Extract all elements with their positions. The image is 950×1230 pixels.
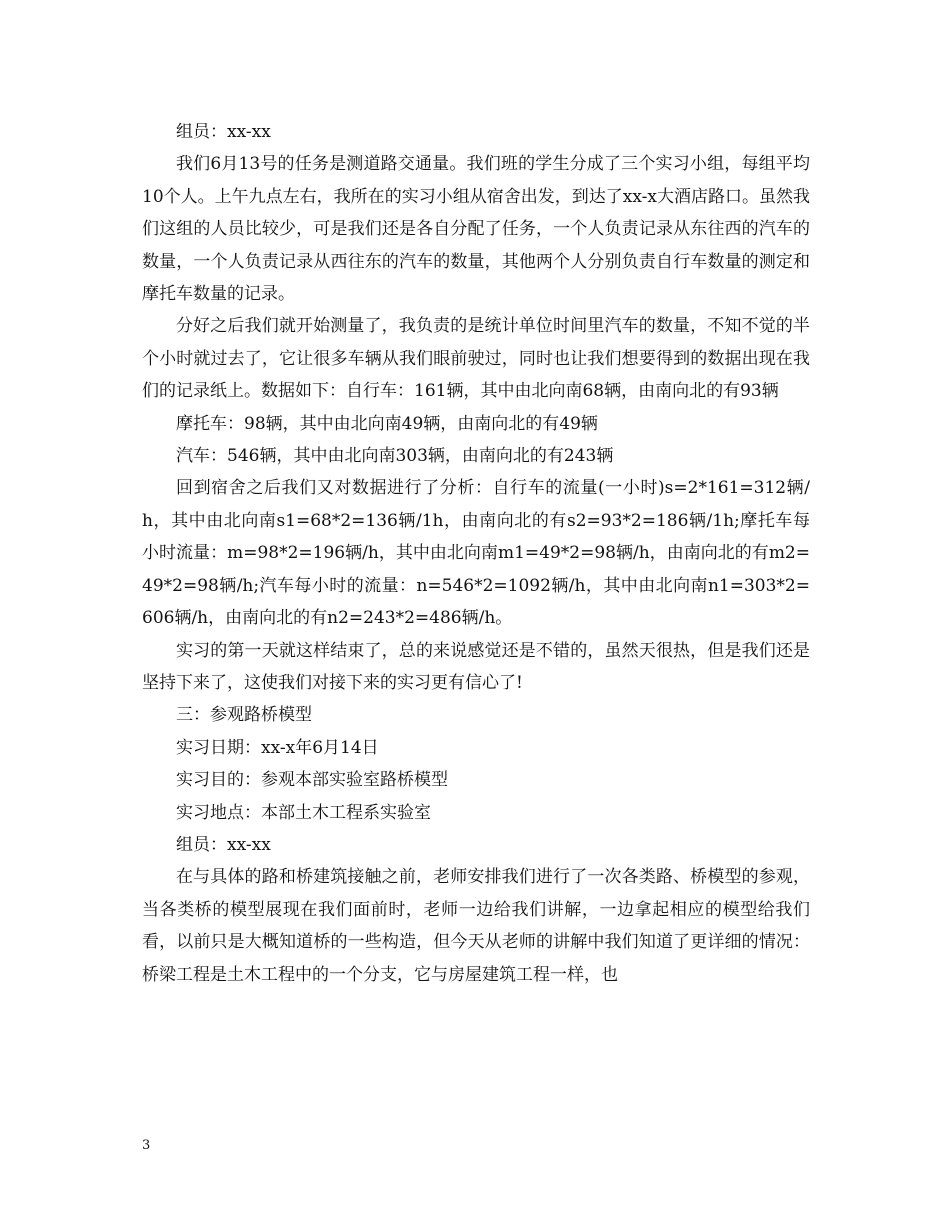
paragraph-analysis: 回到宿舍之后我们又对数据进行了分析：自行车的流量(一小时)s=2*161=312辆/h，其中由北向南s1=68*2=136辆/1h，由南向北的有s2=93*2=186辆/1h;摩托车每小时流量：m=98*2=196辆/h，其中由北向南m1=49*2=98辆/h，由南向北的有m2=49*2=98辆/h;汽车每小时的流量：n=546*2=1092辆/h，其中由北向南n1=303*2=606辆/h，由南向北的有n2=243*2=486辆/h。 (142, 478, 810, 629)
page-number: 3 (142, 1138, 151, 1153)
paragraph-bridge-visit: 在与具体的路和桥建筑接触之前，老师安排我们进行了一次各类路、桥模型的参观，当各类桥的模型展现在我们面前时，老师一边给我们讲解，一边拿起相应的模型给我们看，以前只是大概知道桥的一些构造，但今天从老师的讲解中我们知道了更详细的情况：桥梁工程是土木工程中的一个分支，它与房屋建筑工程一样，也 (142, 867, 810, 985)
paragraph-internship-purpose: 实习目的：参观本部实验室路桥模型 (176, 770, 448, 791)
document-body (142, 116, 810, 991)
paragraph-car-data: 汽车：546辆，其中由北向南303辆，由南向北的有243辆 (176, 446, 614, 467)
paragraph-motorcycle-data: 摩托车：98辆，其中由北向南49辆，由南向北的有49辆 (176, 413, 598, 434)
paragraph-internship-location: 实习地点：本部土木工程系实验室 (176, 802, 431, 823)
paragraph-first-day-summary: 实习的第一天就这样结束了，总的来说感觉还是不错的，虽然天很热，但是我们还是坚持下来了，这使我们对接下来的实习更有信心了! (142, 640, 810, 693)
paragraph-group-member-1: 组员：xx-xx (176, 122, 271, 142)
paragraph-internship-date: 实习日期：xx-x年6月14日 (176, 737, 379, 758)
paragraph-measurement: 分好之后我们就开始测量了，我负责的是统计单位时间里汽车的数量，不知不觉的半个小时就过去了，它让很多车辆从我们眼前驶过，同时也让我们想要得到的数据出现在我们的记录纸上。数据如下：自行车：161辆，其中由北向南68辆，由南向北的有93辆 (142, 316, 810, 402)
paragraph-group-member-2: 组员：xx-xx (176, 834, 271, 855)
section-heading-bridge-models: 三：参观路桥模型 (176, 705, 312, 726)
paragraph-task-description: 我们6月13号的任务是测道路交通量。我们班的学生分成了三个实习小组，每组平均10个人。上午九点左右，我所在的实习小组从宿舍出发，到达了xx-x大酒店路口。虽然我们这组的人员比较少，可是我们还是各自分配了任务，一个人负责记录从东往西的汽车的数量，一个人负责记录从西往东的汽车的数量，其他两个人分别负责自行车数量的测定和摩托车数量的记录。 (142, 154, 810, 305)
